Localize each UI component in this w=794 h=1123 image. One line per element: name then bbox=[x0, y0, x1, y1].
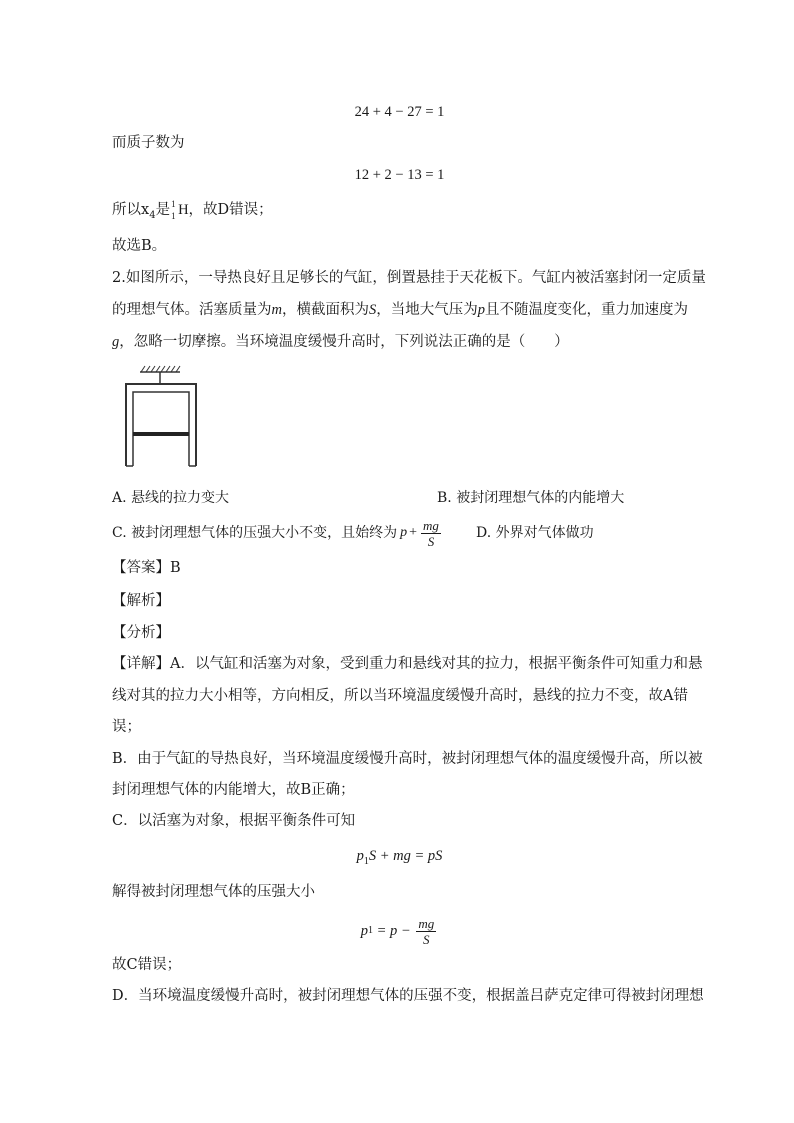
eq4-p1: p bbox=[360, 923, 369, 939]
option-a: A. 悬线的拉力变大 bbox=[112, 490, 230, 506]
nuclide-element: H bbox=[178, 202, 189, 218]
detail-line-1: 【详解】A．以气缸和活塞为对象，受到重力和悬线对其的拉力，根据平衡条件可知重力和悬 bbox=[112, 656, 703, 672]
var-m: m bbox=[271, 302, 282, 318]
option-b: B. 被封闭理想气体的内能增大 bbox=[437, 490, 625, 506]
option-c-text: C. 被封闭理想气体的压强大小不变，且始终为 bbox=[112, 525, 398, 541]
question-line-2 bbox=[112, 300, 687, 320]
cylinder-outer-wall bbox=[126, 384, 196, 466]
analysis-heading: 【解析】 bbox=[112, 593, 170, 609]
conclusion-subscript: 4 bbox=[149, 209, 156, 221]
var-S: S bbox=[368, 302, 377, 318]
eq3-subscript: 1 bbox=[363, 855, 369, 867]
proton-number-text: 而质子数为 bbox=[112, 135, 185, 151]
fraction-numerator: mg bbox=[418, 915, 435, 931]
piston bbox=[133, 432, 189, 436]
nuclide-mass-number: 1 bbox=[171, 199, 176, 209]
conclusion-prefix: 所以x bbox=[112, 202, 150, 218]
equation-mass-number: 24 + 4 − 27 = 1 bbox=[354, 104, 445, 120]
detail-line-6: C．以活塞为对象，根据平衡条件可知 bbox=[112, 813, 356, 829]
eq3-p: p bbox=[356, 848, 364, 864]
conclusion-mid: 是 bbox=[155, 202, 171, 218]
answer-line: 【答案】B bbox=[112, 560, 181, 576]
eq4-mid: = p − bbox=[373, 923, 415, 939]
var-p: p bbox=[477, 302, 485, 318]
fraction-numerator: mg bbox=[423, 517, 439, 533]
var-g: g bbox=[112, 334, 120, 350]
select-b-text: 故选B。 bbox=[112, 238, 167, 254]
equation-pressure bbox=[112, 914, 687, 948]
option-c-fraction bbox=[421, 518, 441, 549]
question-text: ，忽略一切摩擦。当环境温度缓慢升高时，下列说法正确的是（ ） bbox=[119, 334, 569, 350]
eq4-fraction bbox=[416, 916, 436, 947]
fraction-denominator: S bbox=[427, 533, 435, 549]
detail-line-7: 解得被封闭理想气体的压强大小 bbox=[112, 884, 315, 900]
option-c-p: p bbox=[400, 525, 408, 540]
nuclide-symbol bbox=[170, 200, 178, 220]
conclusion-line bbox=[112, 200, 687, 226]
detail-line-3: 误； bbox=[112, 719, 141, 735]
eq4-subscript: 1 bbox=[368, 925, 374, 936]
option-c-plus: + bbox=[409, 525, 418, 540]
detail-line-2: 线对其的拉力大小相等，方向相反，所以当环境温度缓慢升高时，悬线的拉力不变，故A错 bbox=[112, 688, 688, 704]
equation-proton-number: 12 + 2 − 13 = 1 bbox=[354, 167, 445, 183]
ceiling-hatch bbox=[140, 366, 180, 372]
detail-line-4: B．由于气缸的导热良好，当环境温度缓慢升高时，被封闭理想气体的温度缓慢升高，所以被 bbox=[112, 751, 703, 767]
detail-line-9: D．当环境温度缓慢升高时，被封闭理想气体的压强不变，根据盖吕萨克定律可得被封闭理想 bbox=[112, 988, 704, 1004]
nuclide-atomic-number: 1 bbox=[171, 211, 176, 221]
equation-piston-balance bbox=[112, 846, 687, 872]
question-text: ，当地大气压为 bbox=[376, 302, 478, 318]
detail-line-5: 封闭理想气体的内能增大，故B正确； bbox=[112, 782, 355, 798]
option-d: D. 外界对气体做功 bbox=[476, 525, 594, 541]
cylinder-inner-wall bbox=[133, 392, 189, 466]
question-text: 的理想气体。活塞质量为 bbox=[112, 302, 272, 318]
question-line-1: 2.如图所示，一导热良好且足够长的气缸，倒置悬挂于天花板下。气缸内被活塞封闭一定质量 bbox=[112, 270, 706, 286]
cylinder-figure bbox=[118, 364, 218, 474]
eq3-rest: S + mg = pS bbox=[368, 848, 443, 864]
fenxi-heading: 【分析】 bbox=[112, 625, 170, 641]
question-text: 且不随温度变化，重力加速度为 bbox=[484, 302, 688, 318]
conclusion-suffix: ，故D错误； bbox=[188, 202, 273, 218]
fraction-denominator: S bbox=[423, 931, 430, 947]
option-c bbox=[112, 516, 443, 550]
question-text: ，横截面积为 bbox=[281, 302, 369, 318]
question-line-3 bbox=[112, 332, 687, 352]
detail-line-8: 故C错误； bbox=[112, 957, 182, 973]
